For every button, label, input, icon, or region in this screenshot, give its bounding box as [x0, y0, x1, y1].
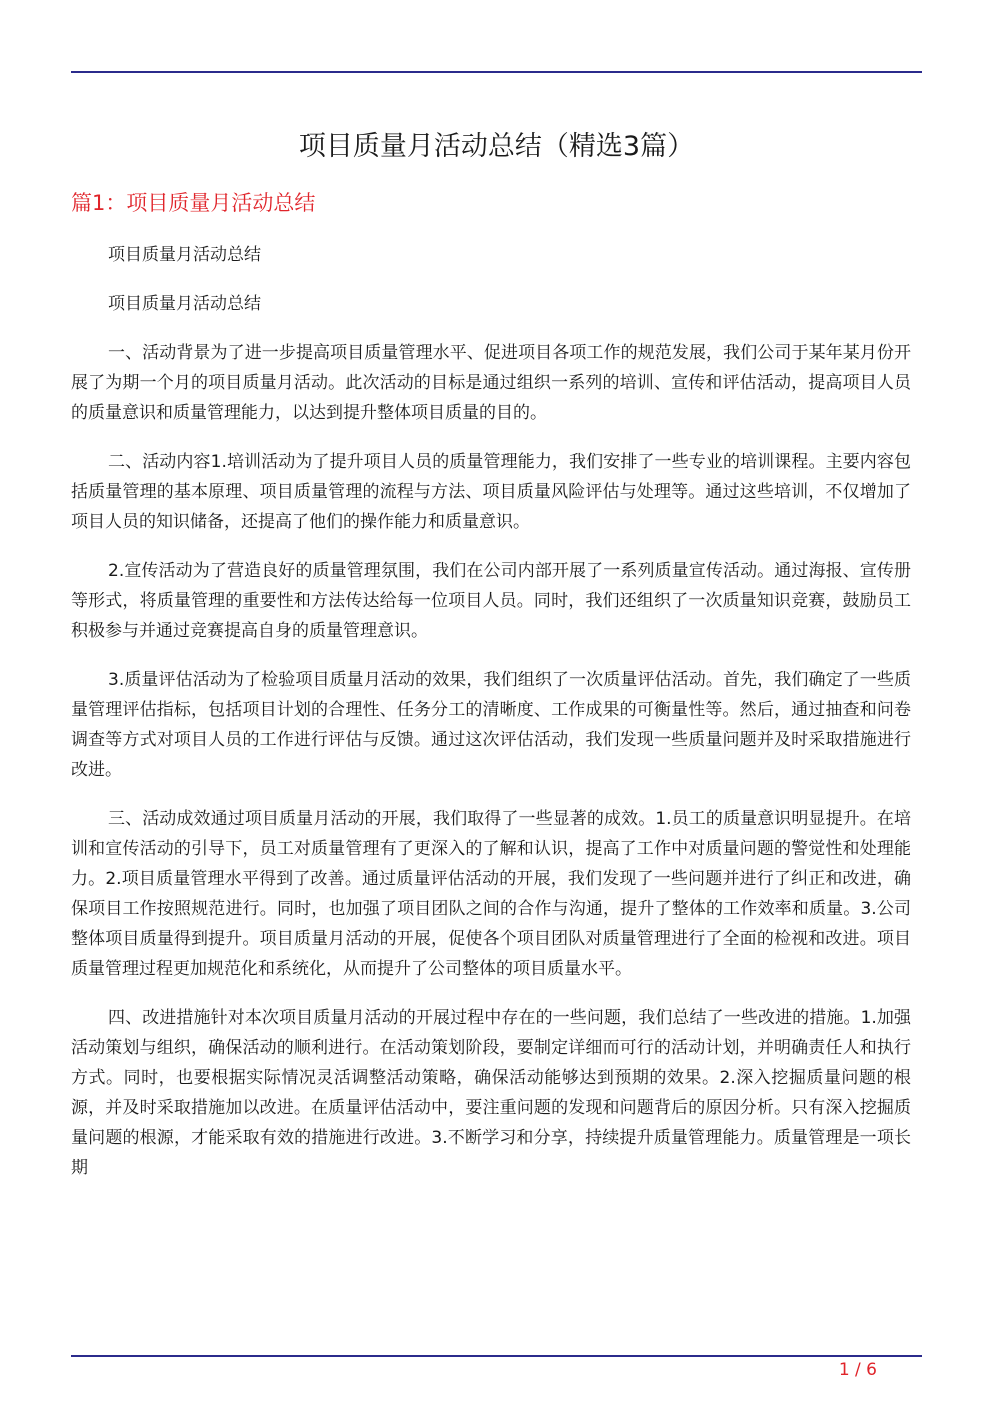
paragraph-improvements: 四、改进措施针对本次项目质量月活动的开展过程中存在的一些问题，我们总结了一些改进的措施。1.加强活动策划与组织，确保活动的顺利进行。在活动策划阶段，要制定详细而可行的活动计划，并明确责任人和执行方式。同时，也要根据实际情况灵活调整活动策略，确保活动能够达到预期的效果。2.深入挖掘质量问题的根源，并及时采取措施加以改进。在质量评估活动中，要注重问题的发现和问题背后的原因分析。只有深入挖掘质量问题的根源，才能采取有效的措施进行改进。3.不断学习和分享，持续提升质量管理能力。质量管理是一项长期	[71, 1008, 911, 1178]
paragraph-assessment: 3.质量评估活动为了检验项目质量月活动的效果，我们组织了一次质量评估活动。首先，我们确定了一些质量管理评估指标，包括项目计划的合理性、任务分工的清晰度、工作成果的可衡量性等。然后，通过抽查和问卷调查等方式对项目人员的工作进行评估与反馈。通过这次评估活动，我们发现一些质量问题并及时采取措施进行改进。	[71, 670, 911, 780]
paragraph-results: 三、活动成效通过项目质量月活动的开展，我们取得了一些显著的成效。1.员工的质量意识明显提升。在培训和宣传活动的引导下，员工对质量管理有了更深入的了解和认识，提高了工作中对质量问题的警觉性和处理能力。2.项目质量管理水平得到了改善。通过质量评估活动的开展，我们发现了一些问题并进行了纠正和改进，确保项目工作按照规范进行。同时，也加强了项目团队之间的合作与沟通，提升了整体的工作效率和质量。3.公司整体项目质量得到提升。项目质量月活动的开展，促使各个项目团队对质量管理进行了全面的检视和改进。项目质量管理过程更加规范化和系统化，从而提升了公司整体的项目质量水平。	[71, 809, 911, 979]
page-number: 1 / 6	[838, 1360, 877, 1380]
paragraph-subtitle-1: 项目质量月活动总结	[108, 245, 261, 265]
document-body	[71, 240, 911, 1202]
footer-rule	[71, 1355, 922, 1357]
document-title: 项目质量月活动总结（精选3篇）	[298, 131, 695, 162]
paragraph-subtitle-2: 项目质量月活动总结	[108, 294, 261, 314]
paragraph-publicity: 2.宣传活动为了营造良好的质量管理氛围，我们在公司内部开展了一系列质量宣传活动。通过海报、宣传册等形式，将质量管理的重要性和方法传达给每一位项目人员。同时，我们还组织了一次质量知识竞赛，鼓励员工积极参与并通过竞赛提高自身的质量管理意识。	[71, 561, 911, 641]
paragraph-training: 二、活动内容1.培训活动为了提升项目人员的质量管理能力，我们安排了一些专业的培训课程。主要内容包括质量管理的基本原理、项目质量管理的流程与方法、项目质量风险评估与处理等。通过这些培训，不仅增加了项目人员的知识储备，还提高了他们的操作能力和质量意识。	[71, 452, 911, 532]
paragraph-background: 一、活动背景为了进一步提高项目质量管理水平、促进项目各项工作的规范发展，我们公司于某年某月份开展了为期一个月的项目质量月活动。此次活动的目标是通过组织一系列的培训、宣传和评估活动，提高项目人员的质量意识和质量管理能力，以达到提升整体项目质量的目的。	[71, 343, 911, 423]
header-rule	[71, 71, 922, 73]
section-heading: 篇1：项目质量月活动总结	[71, 191, 316, 215]
